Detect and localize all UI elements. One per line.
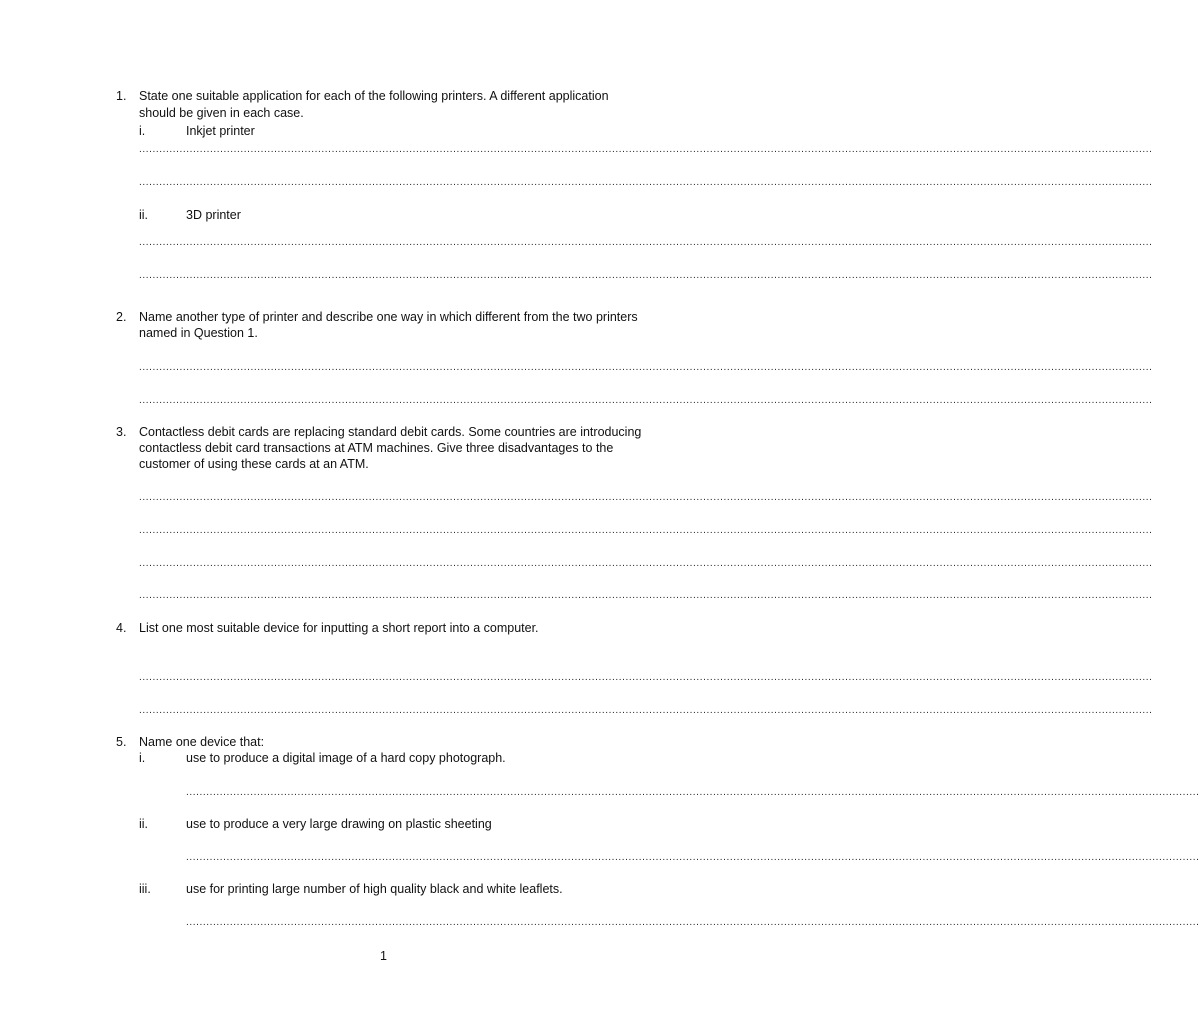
question-3-number: 3.: [116, 425, 127, 439]
question-1-part-ii-text: 3D printer: [186, 208, 241, 222]
question-3-text-line-2: contactless debit card transactions at ATM machines. Give three disadvantages to the: [139, 441, 614, 455]
question-5-part-i-text: use to produce a digital image of a hard copy photograph.: [186, 751, 506, 765]
answer-line[interactable]: ............................................................................................................................................................................................................................................................................................................: [139, 237, 1153, 248]
question-3-text-line-3: customer of using these cards at an ATM.: [139, 457, 369, 471]
question-4-number: 4.: [116, 621, 127, 635]
question-2-number: 2.: [116, 310, 127, 324]
question-1-text-line-1: State one suitable application for each of the following printers. A different application: [139, 89, 609, 103]
answer-line[interactable]: ............................................................................................................................................................................................................................................................................................................: [139, 177, 1153, 188]
answer-line[interactable]: ............................................................................................................................................................................................................................................................................................................: [139, 492, 1153, 503]
answer-line[interactable]: ............................................................................................................................................................................................................................................................................................................: [186, 852, 1200, 863]
question-1-part-i-text: Inkjet printer: [186, 124, 255, 138]
question-1-number: 1.: [116, 89, 127, 103]
question-5-part-ii-text: use to produce a very large drawing on plastic sheeting: [186, 817, 492, 831]
question-5-part-ii-label: ii.: [139, 817, 149, 831]
question-5-part-iii-text: use for printing large number of high quality black and white leaflets.: [186, 882, 563, 896]
answer-line[interactable]: ............................................................................................................................................................................................................................................................................................................: [139, 270, 1153, 281]
question-5-number: 5.: [116, 735, 127, 749]
question-2-text-line-2: named in Question 1.: [139, 326, 258, 340]
question-1-text-line-2: should be given in each case.: [139, 106, 304, 120]
answer-line[interactable]: ............................................................................................................................................................................................................................................................................................................: [139, 525, 1153, 536]
question-5-text-line-1: Name one device that:: [139, 735, 265, 749]
question-5-part-iii-label: iii.: [139, 882, 151, 896]
answer-line[interactable]: ............................................................................................................................................................................................................................................................................................................: [186, 787, 1200, 798]
question-1-part-ii-label: ii.: [139, 208, 149, 222]
answer-line[interactable]: ............................................................................................................................................................................................................................................................................................................: [139, 672, 1153, 683]
answer-line[interactable]: ............................................................................................................................................................................................................................................................................................................: [139, 362, 1153, 373]
question-4-text-line-1: List one most suitable device for inputting a short report into a computer.: [139, 621, 539, 635]
page-number: 1: [380, 949, 387, 963]
answer-line[interactable]: ............................................................................................................................................................................................................................................................................................................: [139, 590, 1153, 601]
answer-line[interactable]: ............................................................................................................................................................................................................................................................................................................: [139, 395, 1153, 406]
answer-line[interactable]: ............................................................................................................................................................................................................................................................................................................: [186, 917, 1200, 928]
question-1-part-i-label: i.: [139, 124, 146, 138]
answer-line[interactable]: ............................................................................................................................................................................................................................................................................................................: [139, 558, 1153, 569]
answer-line[interactable]: ............................................................................................................................................................................................................................................................................................................: [139, 144, 1153, 155]
question-5-part-i-label: i.: [139, 751, 146, 765]
question-3-text-line-1: Contactless debit cards are replacing standard debit cards. Some countries are introducing: [139, 425, 642, 439]
answer-line[interactable]: ............................................................................................................................................................................................................................................................................................................: [139, 705, 1153, 716]
question-2-text-line-1: Name another type of printer and describe one way in which different from the two printers: [139, 310, 638, 324]
